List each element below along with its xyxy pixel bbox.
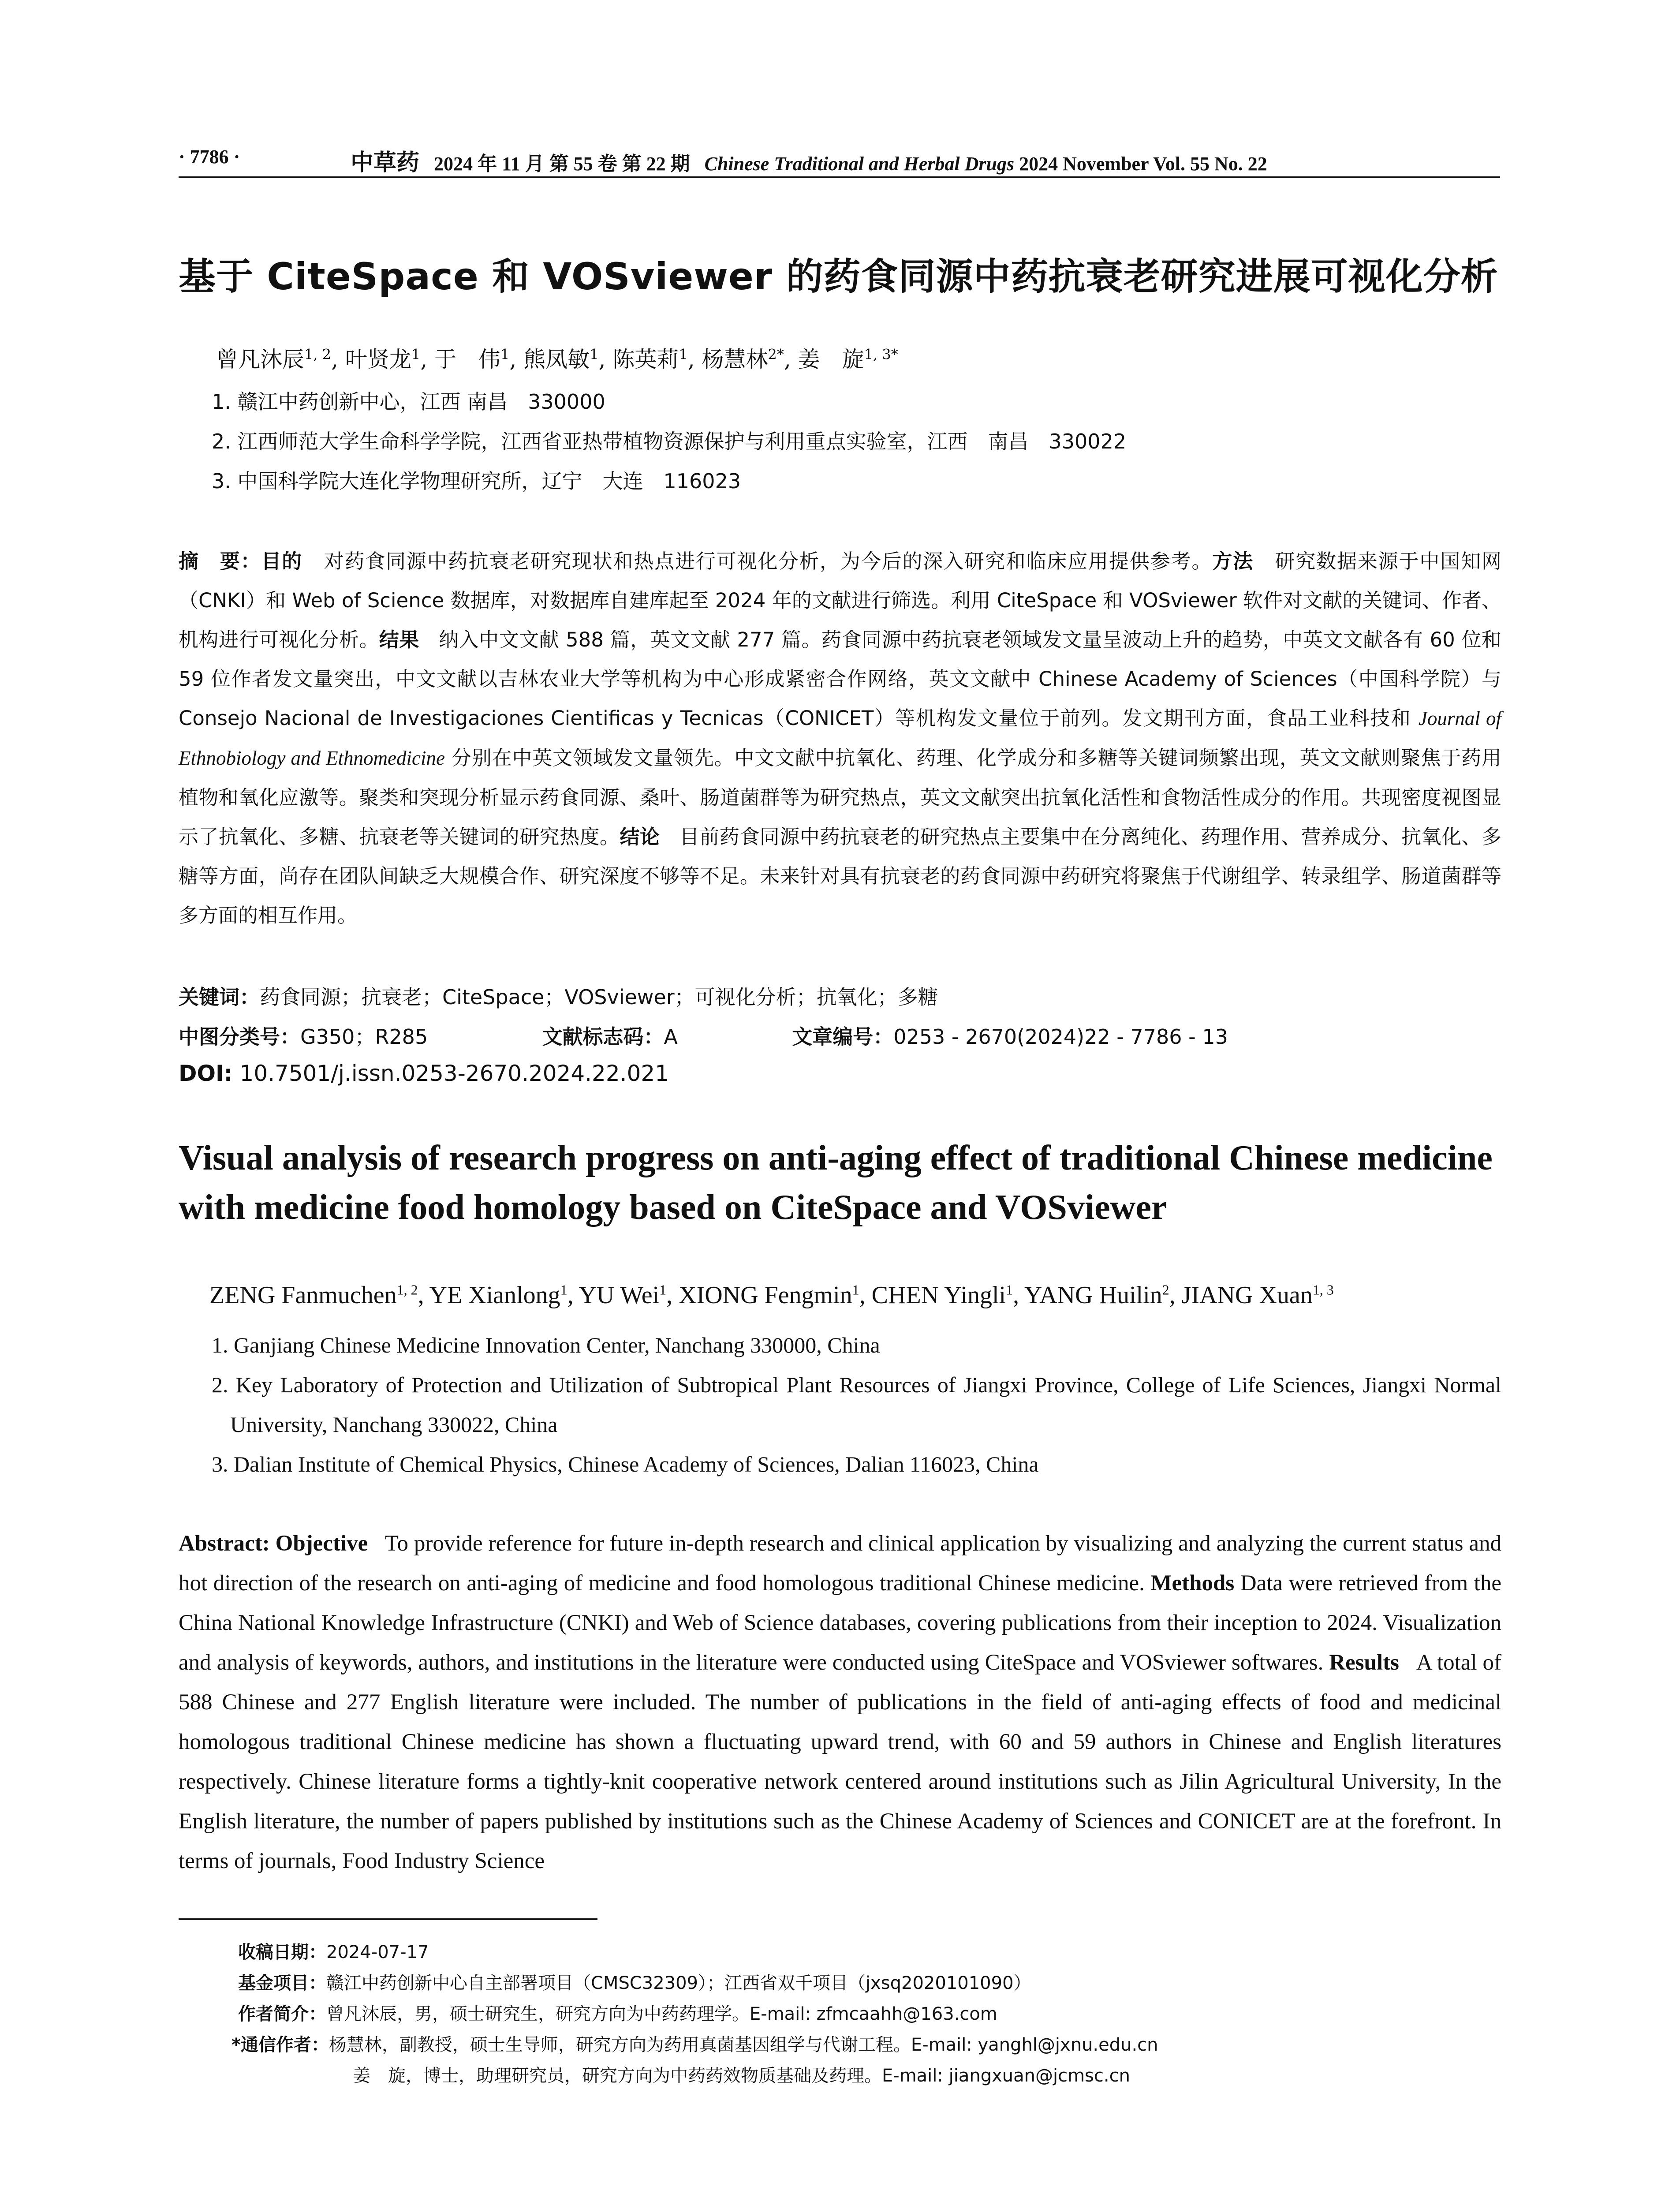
footnote-received	[238, 1938, 429, 1963]
author-sup: 1, 2	[304, 346, 332, 363]
abstract-cn	[179, 542, 1501, 935]
doi-label: DOI:	[179, 1061, 233, 1086]
author-sup: 1	[1006, 1282, 1013, 1298]
author-sup: 1, 3*	[864, 346, 898, 363]
methods-label: 方法	[1212, 549, 1254, 573]
affiliation-en-text: Ganjiang Chinese Medicine Innovation Center, Nanchang 330000, China	[234, 1333, 880, 1357]
keywords-text: 药食同源；抗衰老；CiteSpace；VOSviewer；可视化分析；抗氧化；多糖	[260, 985, 938, 1009]
footnote-fund	[238, 1969, 1031, 1994]
title-en: Visual analysis of research progress on anti-aging effect of traditional Chinese medicine with medicine food homology based on CiteSpace and VOSviewer	[179, 1139, 1493, 1227]
results-label: 结果	[379, 628, 419, 651]
objective-text: 对药食同源中药抗衰老研究现状和热点进行可视化分析，为今后的深入研究和临床应用提供参考。	[324, 549, 1213, 573]
affiliation-en-1	[212, 1325, 1501, 1365]
footnote-author	[238, 2000, 997, 2025]
methods-en-label: Methods	[1150, 1571, 1235, 1596]
keywords-cn	[179, 981, 938, 1010]
objective-en-text: To provide reference for future in-depth research and clinical application by visualizing and analyzing the current status and hot direction of the research on anti-aging of medicine and food homologous traditional Chinese medicine.	[179, 1531, 1501, 1596]
affiliation-cn-1: 1. 赣江中药创新中心，江西 南昌 330000	[212, 390, 605, 414]
author-cn: 熊凤敏	[523, 347, 590, 372]
corr-value-2: 姜 旋，博士，助理研究员，研究方向为中药药效物质基础及药理。E-mail: jiangxuan@jcmsc.cn	[353, 2066, 1130, 2086]
abstract-en	[179, 1524, 1501, 1881]
header-rule	[179, 176, 1500, 178]
results-journal: Journal of Ethnobiology and Ethnomedicine	[179, 707, 1501, 769]
conclusion-text: 目前药食同源中药抗衰老的研究热点主要集中在分离纯化、药理作用、营养成分、抗氧化、多糖等方面，尚存在团队间缺乏大规模合作、研究深度不够等不足。未来针对具有抗衰老的药食同源中药研究将聚焦于代谢组学、转录组学、肠道菌群等多方面的相互作用。	[179, 825, 1501, 927]
author-cn: 叶贤龙	[345, 347, 411, 372]
author-en: CHEN Yingli	[871, 1282, 1006, 1309]
conclusion-label: 结论	[620, 825, 660, 848]
author-cn: 杨慧林	[702, 347, 768, 372]
author-bio-value: 曾凡沐辰，男，硕士研究生，研究方向为中药药理学。E-mail: zfmcaahh@163.com	[326, 2004, 997, 2024]
authors-en: ZENG Fanmuchen$^{1, 2}$, YE Xianlong$^1$, YU Wei$^1$, XIONG Fengmin$^1$, CHEN Yingli$^1$, YANG Huilin$^2$, JIANG Xuan$^{1, 3}$	[209, 1282, 1334, 1309]
results-en-label: Results	[1329, 1650, 1399, 1675]
classification-line	[179, 1021, 1228, 1050]
clc-label: 中图分类号：	[179, 1025, 300, 1049]
affiliation-en-text: Dalian Institute of Chemical Physics, Chinese Academy of Sciences, Dalian 116023, China	[234, 1452, 1039, 1476]
author-sup: 1	[659, 1282, 667, 1298]
affiliation-en-text: Key Laboratory of Protection and Utilization of Subtropical Plant Resources of Jiangxi Province, College of Life Sciences, Jiangxi Normal University, Nanchang 330022, China	[230, 1372, 1501, 1437]
author-sup: 1, 3	[1312, 1282, 1334, 1298]
journal-name-cn: 中草药	[351, 149, 420, 176]
author-cn: 于 伟	[434, 347, 501, 372]
page-number: · 7786 ·	[179, 146, 240, 168]
author-en: JIANG Xuan	[1181, 1282, 1313, 1309]
abstract-cn-label: 摘 要：	[179, 549, 261, 573]
doi-value: 10.7501/j.issn.0253-2670.2024.22.021	[239, 1061, 669, 1086]
author-sup: 2*	[768, 346, 784, 363]
affiliation-en-3	[212, 1444, 1501, 1484]
methods-en-text: Data were retrieved from the China National Knowledge Infrastructure (CNKI) and Web of Science databases, covering publications from their inception to 2024. Visualization and analysis of keywords, authors, and institutions in the literature were conducted using CiteSpace and VOSviewer softwares.	[179, 1571, 1502, 1675]
affiliation-en-num: 3.	[212, 1452, 228, 1476]
author-cn: 曾凡沐辰	[216, 347, 304, 372]
corr-value-1: 杨慧林，副教授，硕士生导师，研究方向为药用真菌基因组学与代谢工程。E-mail: yanghl@jxnu.edu.cn	[329, 2035, 1158, 2055]
affiliation-en-num: 2.	[212, 1372, 228, 1397]
article-no-label: 文章编号：	[792, 1025, 894, 1049]
issue-cn: 2024 年 11 月 第 55 卷 第 22 期	[434, 153, 690, 175]
footnote-rule	[179, 1918, 597, 1920]
methods-text: 研究数据来源于中国知网（CNKI）和 Web of Science 数据库，对数据库自建库起至 2024 年的文献进行筛选。利用 CiteSpace 和 VOSviewer 软件对文献的关键词、作者、机构进行可视化分析。	[179, 549, 1501, 651]
results-en-text: A total of 588 Chinese and 277 English literature were included. The number of publications in the field of anti-aging effects of food and medicinal homologous traditional Chinese medicine has shown a fluctuating upward trend, with 60 and 59 authors in Chinese and English literatures respectively. Chinese literature forms a tightly-knit cooperative network centered around institutions such as Jilin Agricultural University, In the English literature, the number of papers published by institutions such as the Chinese Academy of Sciences and CONICET are at the forefront. In terms of journals, Food Industry Science	[179, 1650, 1502, 1873]
results-text: 纳入中文文献 588 篇，英文文献 277 篇。药食同源中药抗衰老领域发文量呈波动上升的趋势，中英文文献各有 60 位和 59 位作者发文量突出，中文文献以吉林农业大学等机构为中心形成紧密合作网络，英文文献中 Chinese Academy of Sciences（中国科学院）与 Consejo Nacional de Investigaciones Cientificas y Tecnicas（CONICET）等机构发文量位于前列。发文期刊方面，食品工业科技和	[179, 628, 1501, 730]
keywords-label: 关键词：	[179, 985, 260, 1009]
objective-label: 目的	[261, 549, 303, 573]
doc-code-value: A	[664, 1025, 678, 1049]
fund-label: 基金项目：	[238, 1973, 326, 1993]
author-sup: 1	[852, 1282, 859, 1298]
affiliation-cn-2: 2. 江西师范大学生命科学学院，江西省亚热带植物资源保护与利用重点实验室，江西 南昌 330022	[212, 430, 1127, 453]
doi-line	[179, 1061, 669, 1086]
journal-name-en: Chinese Traditional and Herbal Drugs	[704, 153, 1015, 175]
author-sup: 1	[590, 346, 599, 363]
author-cn: 陈英莉	[612, 347, 679, 372]
title-cn: 基于 CiteSpace 和 VOSviewer 的药食同源中药抗衰老研究进展可视化分析	[179, 255, 1498, 298]
author-sup: 1	[411, 346, 421, 363]
fund-value: 赣江中药创新中心自主部署项目（CMSC32309）；江西省双千项目（jxsq2020101090）	[326, 1973, 1031, 1993]
author-en: YANG Huilin	[1024, 1282, 1162, 1309]
affiliation-en-2	[212, 1365, 1501, 1444]
affiliation-cn-3: 3. 中国科学院大连化学物理研究所，辽宁 大连 116023	[212, 469, 741, 493]
journal-info	[351, 144, 1267, 177]
footnote-correspondence	[231, 2031, 1158, 2056]
author-cn: 姜 旋	[798, 347, 864, 372]
running-header	[179, 141, 1500, 178]
author-en: XIONG Fengmin	[679, 1282, 852, 1309]
author-en: ZENG Fanmuchen	[209, 1282, 397, 1309]
received-label: 收稿日期：	[238, 1942, 326, 1962]
objective-en-label: Objective	[275, 1531, 368, 1556]
author-en: YE Xianlong	[429, 1282, 560, 1309]
doc-code-label: 文献标志码：	[542, 1025, 664, 1049]
affiliation-en-num: 1.	[212, 1333, 228, 1357]
author-sup: 2	[1162, 1282, 1169, 1298]
author-en: YU Wei	[579, 1282, 660, 1309]
issue-en: 2024 November Vol. 55 No. 22	[1019, 153, 1267, 175]
author-bio-label: 作者简介：	[238, 2004, 326, 2024]
results-text-cont: 分别在中英文领域发文量领先。中文文献中抗氧化、药理、化学成分和多糖等关键词频繁出现，英文文献则聚焦于药用植物和氧化应激等。聚类和突现分析显示药食同源、桑叶、肠道菌群等为研究热点，英文文献突出抗氧化活性和食物活性成分的作用。共现密度视图显示了抗氧化、多糖、抗衰老等关键词的研究热度。	[179, 746, 1501, 848]
author-sup: 1, 2	[396, 1282, 418, 1298]
abstract-en-label: Abstract:	[179, 1531, 270, 1556]
clc-value: G350；R285	[300, 1025, 428, 1049]
received-value: 2024-07-17	[326, 1942, 429, 1962]
authors-cn: 曾凡沐辰$^{1, 2}$, 叶贤龙$^1$, 于 伟$^1$, 熊凤敏$^1$, 陈英莉$^1$, 杨慧林$^{2*}$, 姜 旋$^{1, 3*}$	[216, 346, 898, 372]
author-sup: 1	[560, 1282, 567, 1298]
corr-label: *通信作者：	[231, 2035, 329, 2055]
author-sup: 1	[679, 346, 688, 363]
author-sup: 1	[500, 346, 510, 363]
footnote-correspondence-2	[353, 2062, 1130, 2087]
article-no-value: 0253 - 2670(2024)22 - 7786 - 13	[893, 1025, 1228, 1049]
